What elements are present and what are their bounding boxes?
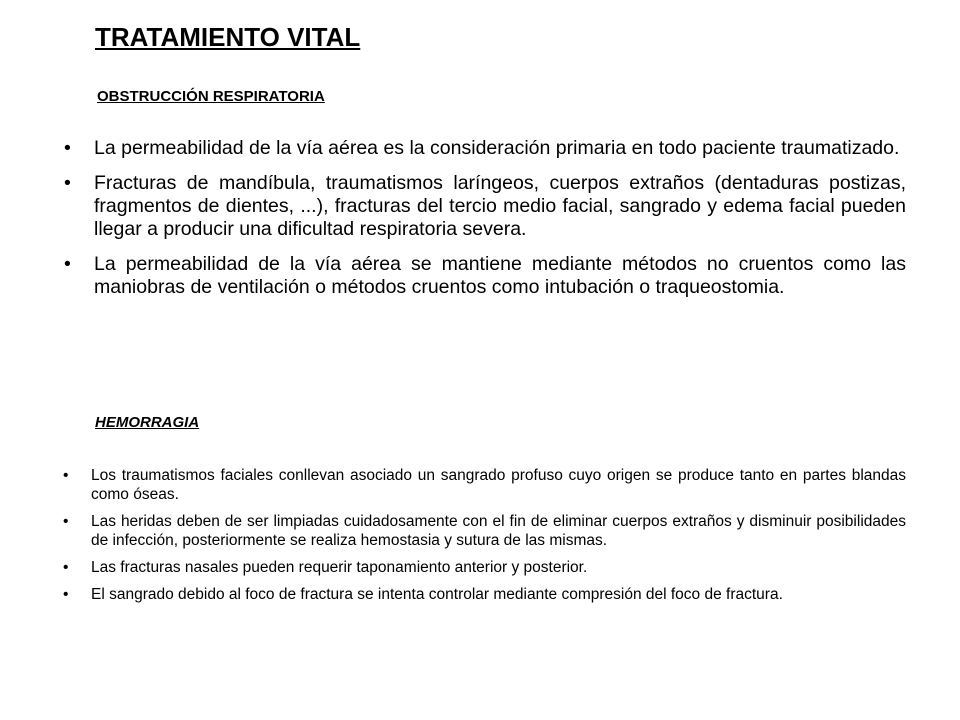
bullet-icon: • bbox=[63, 513, 69, 530]
section-heading-airway: OBSTRUCCIÓN RESPIRATORIA bbox=[97, 88, 325, 105]
bullet-icon: • bbox=[63, 467, 69, 484]
airway-bullet-list bbox=[64, 137, 906, 311]
bullet-text: El sangrado debido al foco de fractura se intenta controlar mediante compresión del foco de fractura. bbox=[91, 586, 783, 603]
bullet-text: La permeabilidad de la vía aérea es la consideración primaria en todo paciente traumatizado. bbox=[94, 137, 900, 159]
bullet-icon: • bbox=[64, 172, 71, 194]
bullet-icon: • bbox=[63, 586, 69, 603]
bullet-icon: • bbox=[64, 253, 71, 275]
list-item bbox=[64, 137, 906, 160]
bullet-text: Las heridas deben de ser limpiadas cuidadosamente con el fin de eliminar cuerpos extraños y disminuir posibilidades de infección, posteriormente se realiza hemostasia y sutura de las mismas. bbox=[91, 513, 906, 549]
list-item bbox=[64, 172, 906, 241]
list-item bbox=[63, 512, 906, 550]
bullet-icon: • bbox=[64, 137, 71, 159]
bullet-icon: • bbox=[63, 559, 69, 576]
list-item bbox=[64, 253, 906, 299]
bullet-text: La permeabilidad de la vía aérea se mantiene mediante métodos no cruentos como las maniobras de ventilación o métodos cruentos como intubación o traqueostomia. bbox=[94, 253, 906, 298]
hemorrhage-bullet-list bbox=[63, 466, 906, 612]
list-item bbox=[63, 585, 906, 604]
slide-title: TRATAMIENTO VITAL bbox=[95, 22, 361, 52]
section-heading-hemorrhage: HEMORRAGIA bbox=[95, 414, 200, 431]
bullet-text: Las fracturas nasales pueden requerir taponamiento anterior y posterior. bbox=[91, 559, 588, 576]
bullet-text: Fracturas de mandíbula, traumatismos laríngeos, cuerpos extraños (dentaduras postizas, fragmentos de dientes, ...), fracturas del tercio medio facial, sangrado y edema facial pueden llegar a producir una dificultad respiratoria severa. bbox=[94, 172, 906, 240]
list-item bbox=[63, 466, 906, 504]
list-item bbox=[63, 558, 906, 577]
bullet-text: Los traumatismos faciales conllevan asociado un sangrado profuso cuyo origen se produce tanto en partes blandas como óseas. bbox=[91, 467, 906, 503]
